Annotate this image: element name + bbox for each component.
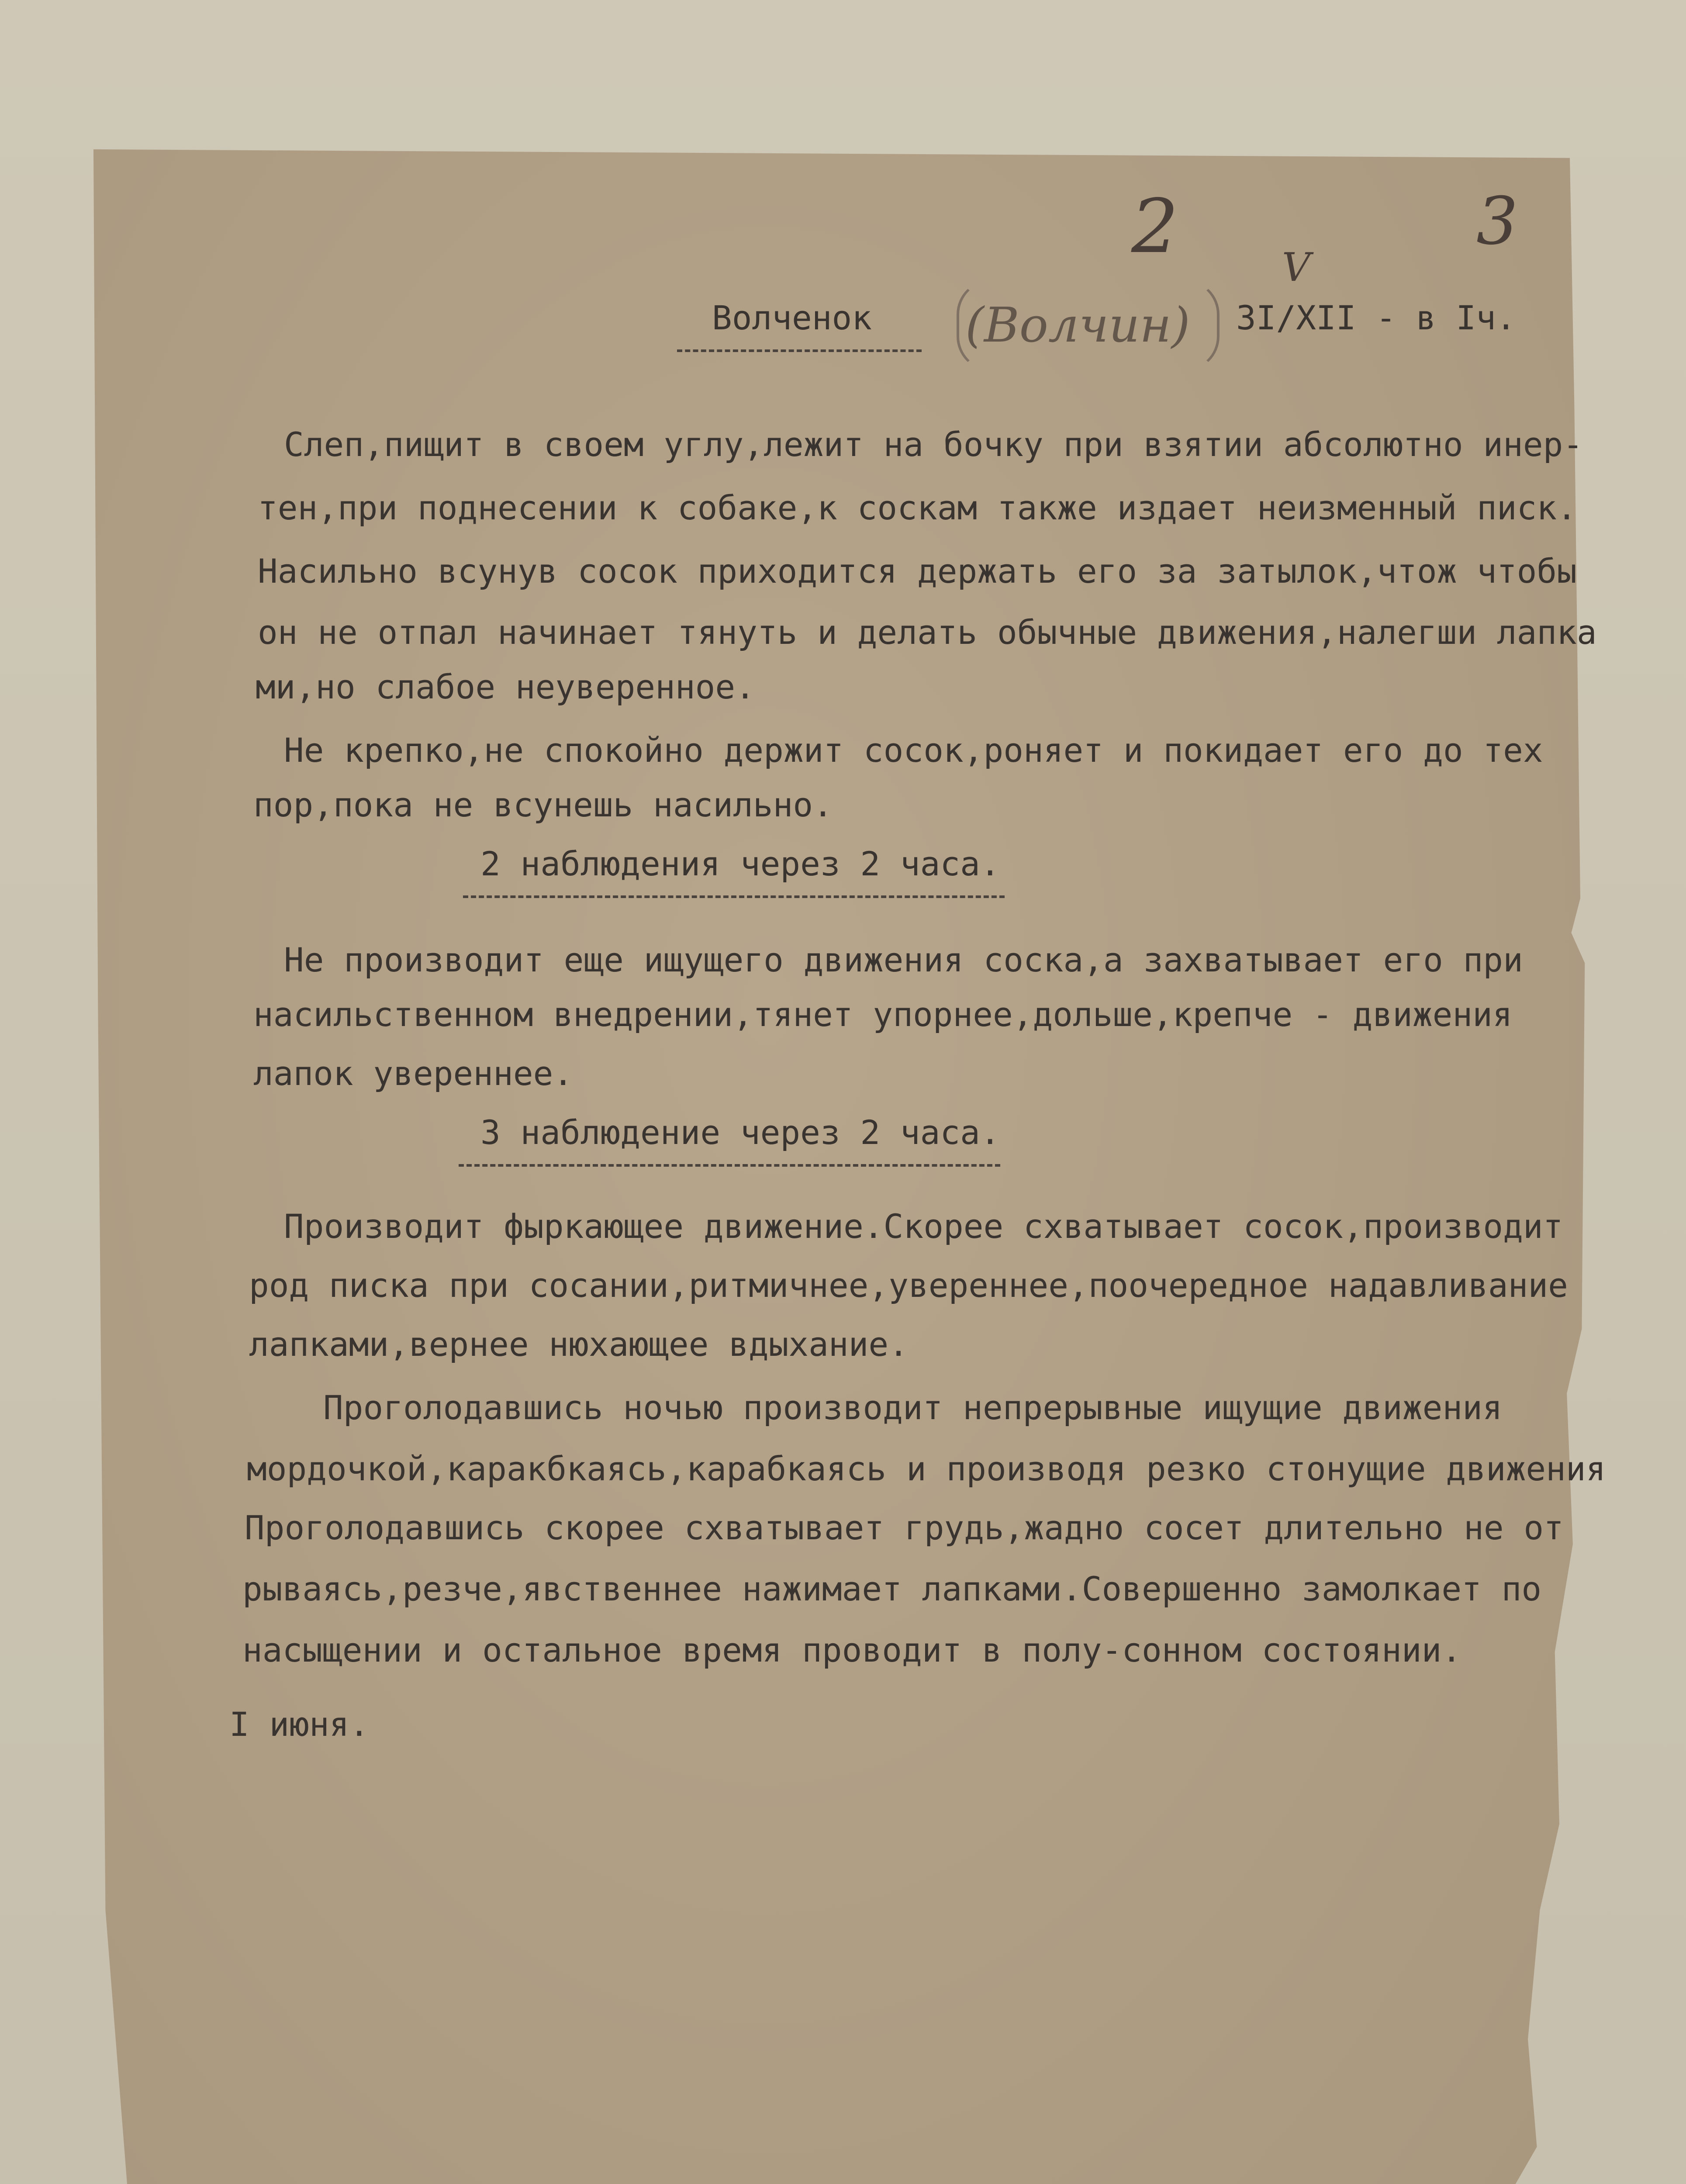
text-line: Не крепко,не спокойно держит сосок,роняет и покидает его до тех xyxy=(284,731,1543,770)
section-heading-underline xyxy=(459,1164,1000,1167)
text-line: мордочкой,каракбкаясь,карабкаясь и производя резко стонущие движения xyxy=(247,1449,1606,1488)
text-line: рываясь,резче,явственнее нажимает лапками.Совершенно замолкает по xyxy=(242,1569,1542,1608)
handwritten-page-number: 3 xyxy=(1476,183,1518,259)
section-heading-underline xyxy=(463,895,1005,898)
text-line: Проголодавшись скорее схватывает грудь,жадно сосет длительно не от xyxy=(245,1508,1564,1547)
text-line: он не отпал начинает тянуть и делать обычные движения,налегши лапка xyxy=(258,613,1597,652)
text-line: тен,при поднесении к собаке,к соскам также издает неизменный писк. xyxy=(258,488,1577,527)
text-line: пор,пока не всунешь насильно. xyxy=(253,785,833,824)
text-line: Слеп,пищит в своем углу,лежит на бочку при взятии абсолютно инер- xyxy=(284,425,1583,464)
text-line: лапками,вернее нюхающее вдыхание. xyxy=(249,1325,909,1364)
text-line: Производит фыркающее движение.Скорее схватывает сосок,производит xyxy=(284,1207,1563,1246)
text-line: насильственном внедрении,тянет упорнее,дольше,крепче - движения xyxy=(253,995,1513,1034)
text-line: Не производит еще ищущего движения соска,а захватывает его при xyxy=(284,940,1523,979)
text-line: Проголодавшись ночью производит непрерывные ищущие движения xyxy=(323,1388,1503,1427)
handwritten-page-number: 2 xyxy=(1131,183,1179,270)
text-line: Насильно всунув сосок приходится держать его за затылок,чтож чтобы xyxy=(258,552,1577,591)
date-mark: V xyxy=(1282,245,1310,290)
section-heading: 3 наблюдение через 2 часа. xyxy=(480,1113,1000,1152)
document-date: 3I/XII - в Iч. xyxy=(1236,298,1516,337)
text-line: лапок увереннее. xyxy=(253,1054,574,1093)
section-heading: 2 наблюдения через 2 часа. xyxy=(480,844,1000,883)
title-underline xyxy=(677,349,922,352)
text-line: ми,но слабое неуверенное. xyxy=(256,667,755,706)
text-line: род писка при сосании,ритмичнее,увереннее,поочередное надавливание xyxy=(249,1266,1568,1305)
text-line: насыщении и остальное время проводит в полу-сонном состоянии. xyxy=(242,1631,1462,1669)
footer-date: I июня. xyxy=(229,1705,370,1744)
handwritten-note: (Волчин) xyxy=(965,297,1190,353)
document-title: Волченок xyxy=(712,298,872,337)
